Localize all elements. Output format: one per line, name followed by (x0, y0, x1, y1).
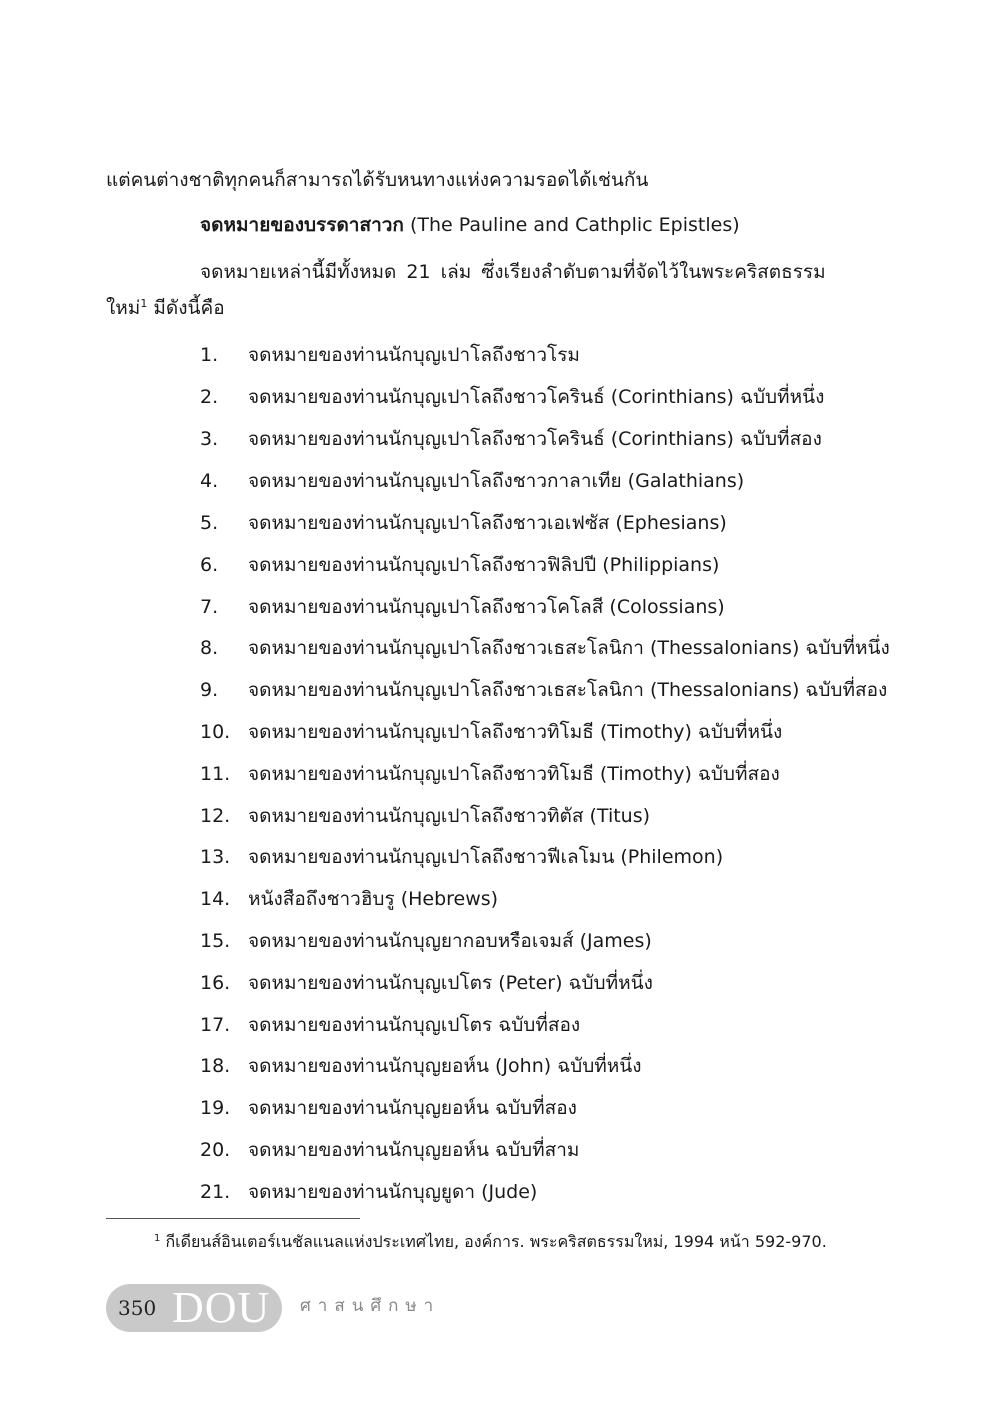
course-title: ศาสนศึกษา (300, 1296, 441, 1316)
list-item (200, 427, 822, 451)
section-heading-thai: จดหมายของบรรดาสาวก (200, 214, 404, 236)
list-item-text: จดหมายของท่านนักบุญเปโตร (Peter) ฉบับที่หนึ่ง (248, 972, 653, 994)
list-item-number: 18. (200, 1055, 231, 1077)
list-item-text: จดหมายของท่านนักบุญเปาโลถึงชาวโรม (248, 344, 580, 366)
list-item-text: จดหมายของท่านนักบุญเปาโลถึงชาวกาลาเทีย (Galathians) (248, 470, 745, 492)
list-item (200, 720, 782, 744)
list-item-text: จดหมายของท่านนักบุญเปาโลถึงชาวโคโลสี (Colossians) (248, 596, 725, 618)
list-item-number: 17. (200, 1014, 231, 1036)
list-item-number: 1. (200, 344, 219, 366)
list-item-number: 9. (200, 679, 219, 701)
list-item (200, 929, 652, 953)
description-line-2 (106, 296, 225, 320)
list-item (200, 636, 890, 660)
list-item (200, 469, 744, 493)
list-item-number: 19. (200, 1097, 231, 1119)
dou-logo: DOU (172, 1283, 271, 1332)
list-item-text: หนังสือถึงชาวฮิบรู (Hebrews) (248, 888, 499, 910)
list-item-text: จดหมายของท่านนักบุญยากอบหรือเจมส์ (James) (248, 930, 652, 952)
list-item (200, 762, 780, 786)
list-item-number: 20. (200, 1139, 231, 1161)
list-item (200, 845, 723, 869)
list-item (200, 1138, 579, 1162)
list-item-text: จดหมายของท่านนักบุญยอห์น (John) ฉบับที่หนึ่ง (248, 1055, 642, 1077)
list-item (200, 887, 498, 911)
footnote-divider (106, 1218, 360, 1219)
description-ending: มีดังนี้คือ (147, 297, 225, 319)
list-item-number: 21. (200, 1181, 231, 1203)
list-item (200, 971, 653, 995)
list-item (200, 595, 725, 619)
list-item-text: จดหมายของท่านนักบุญเปโตร ฉบับที่สอง (248, 1014, 581, 1036)
list-item (200, 343, 580, 367)
list-item-text: จดหมายของท่านนักบุญเปาโลถึงชาวเอเฟซัส (Ephesians) (248, 512, 727, 534)
list-item-text: จดหมายของท่านนักบุญเปาโลถึงชาวเธสะโลนิกา (Thessalonians) ฉบับที่หนึ่ง (248, 637, 890, 659)
list-item-number: 2. (200, 386, 219, 408)
list-item-number: 14. (200, 888, 231, 910)
list-item-number: 13. (200, 846, 231, 868)
intro-paragraph: แต่คนต่างชาติทุกคนก็สามารถได้รับหนทางแห่งความรอดได้เช่นกัน (106, 169, 649, 191)
list-item-text: จดหมายของท่านนักบุญเปาโลถึงชาวฟิลิปปี (Philippians) (248, 554, 720, 576)
list-item-number: 10. (200, 721, 231, 743)
list-item-number: 15. (200, 930, 231, 952)
list-item-text: จดหมายของท่านนักบุญเปาโลถึงชาวทิตัส (Titus) (248, 805, 651, 827)
footnote-reference: 1 (140, 297, 148, 310)
description-line-1: จดหมายเหล่านี้มีทั้งหมด 21 เล่ม ซึ่งเรียงลำดับตามที่จัดไว้ในพระคริสตธรรม (200, 261, 826, 283)
list-item (200, 804, 650, 828)
list-item (200, 678, 887, 702)
list-item-number: 8. (200, 637, 219, 659)
list-item-text: จดหมายของท่านนักบุญเปาโลถึงชาวฟีเลโมน (Philemon) (248, 846, 724, 868)
list-item (200, 1096, 577, 1120)
list-item-number: 5. (200, 512, 219, 534)
list-item (200, 511, 727, 535)
footnote-mark: 1 (154, 1233, 161, 1244)
list-item-text: จดหมายของท่านนักบุญเปาโลถึงชาวโครินธ์ (Corinthians) ฉบับที่สอง (248, 428, 822, 450)
list-item (200, 1180, 537, 1204)
list-item (200, 1054, 642, 1078)
section-heading-english: (The Pauline and Cathplic Epistles) (403, 214, 740, 236)
list-item-text: จดหมายของท่านนักบุญเปาโลถึงชาวทิโมธี (Timothy) ฉบับที่สอง (248, 763, 780, 785)
list-item-text: จดหมายของท่านนักบุญเปาโลถึงชาวโครินธ์ (Corinthians) ฉบับที่หนึ่ง (248, 386, 825, 408)
list-item (200, 553, 719, 577)
list-item-text: จดหมายของท่านนักบุญยอห์น ฉบับที่สาม (248, 1139, 580, 1161)
list-item-number: 6. (200, 554, 219, 576)
page-number: 350 (118, 1296, 157, 1320)
footnote (154, 1232, 827, 1252)
list-item-number: 4. (200, 470, 219, 492)
list-item-text: จดหมายของท่านนักบุญเปาโลถึงชาวเธสะโลนิกา (Thessalonians) ฉบับที่สอง (248, 679, 888, 701)
description-word: ใหม่ (106, 297, 141, 319)
list-item-number: 3. (200, 428, 219, 450)
footnote-text: กีเดียนส์อินเตอร์เนชัลแนลแห่งประเทศไทย, องค์การ. พระคริสตธรรมใหม่, 1994 หน้า 592-970. (160, 1232, 827, 1251)
list-item-text: จดหมายของท่านนักบุญยอห์น ฉบับที่สอง (248, 1097, 577, 1119)
list-item-number: 16. (200, 972, 231, 994)
list-item-text: จดหมายของท่านนักบุญเปาโลถึงชาวทิโมธี (Timothy) ฉบับที่หนึ่ง (248, 721, 783, 743)
list-item-number: 7. (200, 596, 219, 618)
list-item-number: 11. (200, 763, 231, 785)
list-item-text: จดหมายของท่านนักบุญยูดา (Jude) (248, 1181, 538, 1203)
list-item (200, 1013, 580, 1037)
list-item (200, 385, 824, 409)
list-item-number: 12. (200, 805, 231, 827)
section-heading (200, 213, 740, 237)
